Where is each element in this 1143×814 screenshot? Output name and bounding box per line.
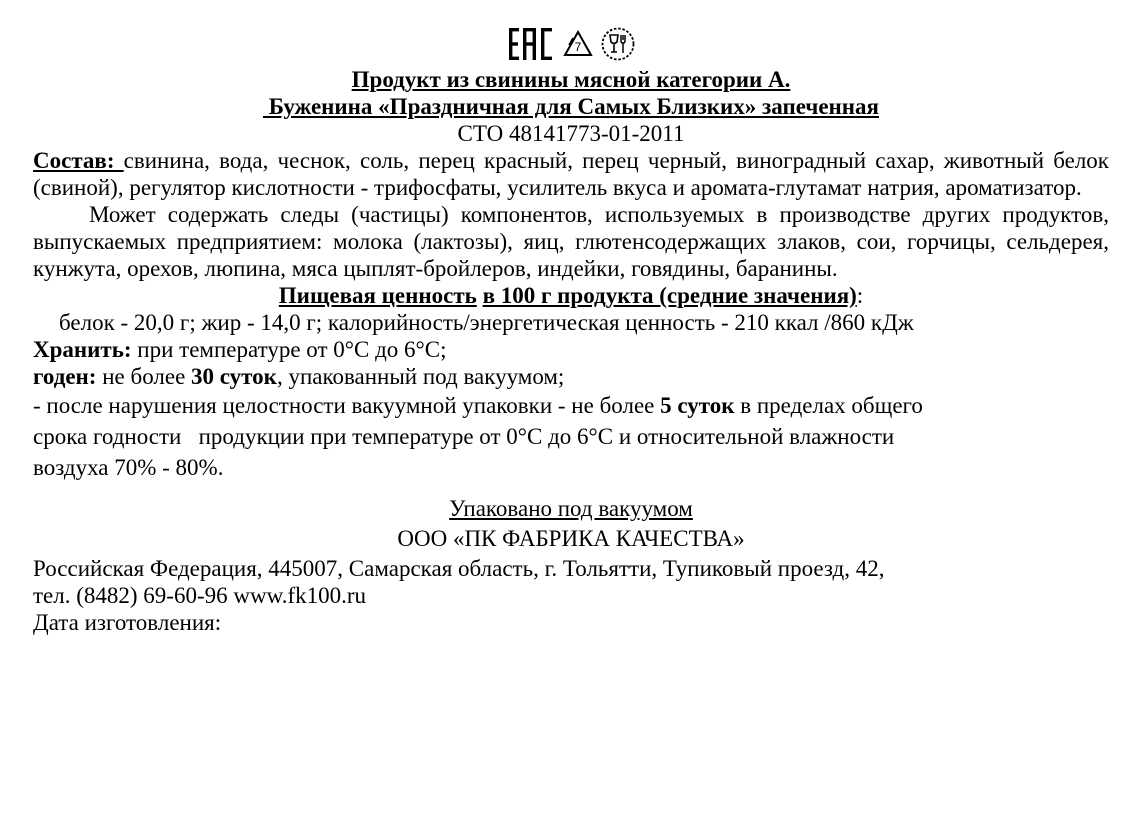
nutrition-title-part2: в 100 г продукта (средние значения) bbox=[482, 283, 857, 308]
packaging-note: Упаковано под вакуумом bbox=[449, 496, 693, 521]
after-opening-days: 5 суток bbox=[660, 393, 735, 418]
storage-conditions bbox=[33, 336, 1109, 363]
manufacturer-contacts: тел. (8482) 69-60-96 www.fk100.ru bbox=[33, 583, 367, 608]
after-opening-line1 bbox=[33, 390, 1109, 421]
product-title-line2: Буженина «Праздничная для Самых Близких» запеченная bbox=[263, 94, 879, 119]
shelf-life-label: годен: bbox=[33, 364, 97, 389]
standard-number: СТО 48141773-01-2011 bbox=[457, 121, 685, 146]
shelf-life-text1: не более bbox=[96, 364, 192, 389]
composition bbox=[33, 147, 1109, 201]
after-opening-text1: - после нарушения целостности вакуумной упаковки - не более bbox=[33, 393, 661, 418]
composition-text: свинина, вода, чеснок, соль, перец красный, перец черный, виноградный сахар, животный белок (свиной), регулятор кислотности - трифосфаты, усилитель вкуса и аромата-глутамат натрия, ароматизатор. bbox=[33, 148, 1109, 200]
shelf-life-days: 30 суток bbox=[191, 364, 277, 389]
nutrition-title bbox=[33, 282, 1109, 309]
shelf-life-text2: , упакованный под вакуумом; bbox=[276, 364, 565, 389]
after-opening-line3: воздуха 70% - 80%. bbox=[33, 455, 224, 480]
production-date-label: Дата изготовления: bbox=[33, 610, 222, 635]
glass-fork-icon bbox=[600, 26, 636, 62]
product-title-line1: Продукт из свинины мясной категории А. bbox=[351, 67, 791, 92]
certification-marks bbox=[33, 22, 1109, 66]
recycling-7-icon bbox=[562, 29, 594, 59]
composition-label: Состав: bbox=[33, 148, 124, 173]
nutrition-values: белок - 20,0 г; жир - 14,0 г; калорийность/энергетическая ценность - 210 ккал /860 кДж bbox=[59, 310, 914, 335]
shelf-life bbox=[33, 363, 1109, 390]
after-opening-line2: срока годности продукции при температуре от 0°С до 6°С и относительной влажности bbox=[33, 424, 895, 449]
nutrition-title-part1: Пищевая ценность bbox=[278, 283, 477, 308]
storage-label: Хранить: bbox=[33, 337, 132, 362]
manufacturer-name: ООО «ПК ФАБРИКА КАЧЕСТВА» bbox=[397, 526, 745, 551]
product-label bbox=[33, 22, 1109, 636]
after-opening-block bbox=[33, 390, 1109, 483]
manufacturer-address: Российская Федерация, 445007, Самарская область, г. Тольятти, Тупиковый проезд, 42, bbox=[33, 556, 885, 581]
allergens-text: Может содержать следы (частицы) компонентов, используемых в производстве других продуктов, выпускаемых предприятием: молока (лактозы), яиц, глютенсодержащих злаков, сои, горчицы, сельдерея, кунжута, орехов, люпина, мяса цыплят-бройлеров, индейки, говядины, баранины. bbox=[33, 202, 1109, 281]
nutrition-title-colon: : bbox=[856, 283, 864, 308]
after-opening-text2: в пределах общего bbox=[734, 393, 923, 418]
svg-text:7: 7 bbox=[574, 40, 582, 54]
storage-text: при температуре от 0°С до 6°С; bbox=[131, 337, 447, 362]
eac-logo bbox=[506, 26, 556, 62]
